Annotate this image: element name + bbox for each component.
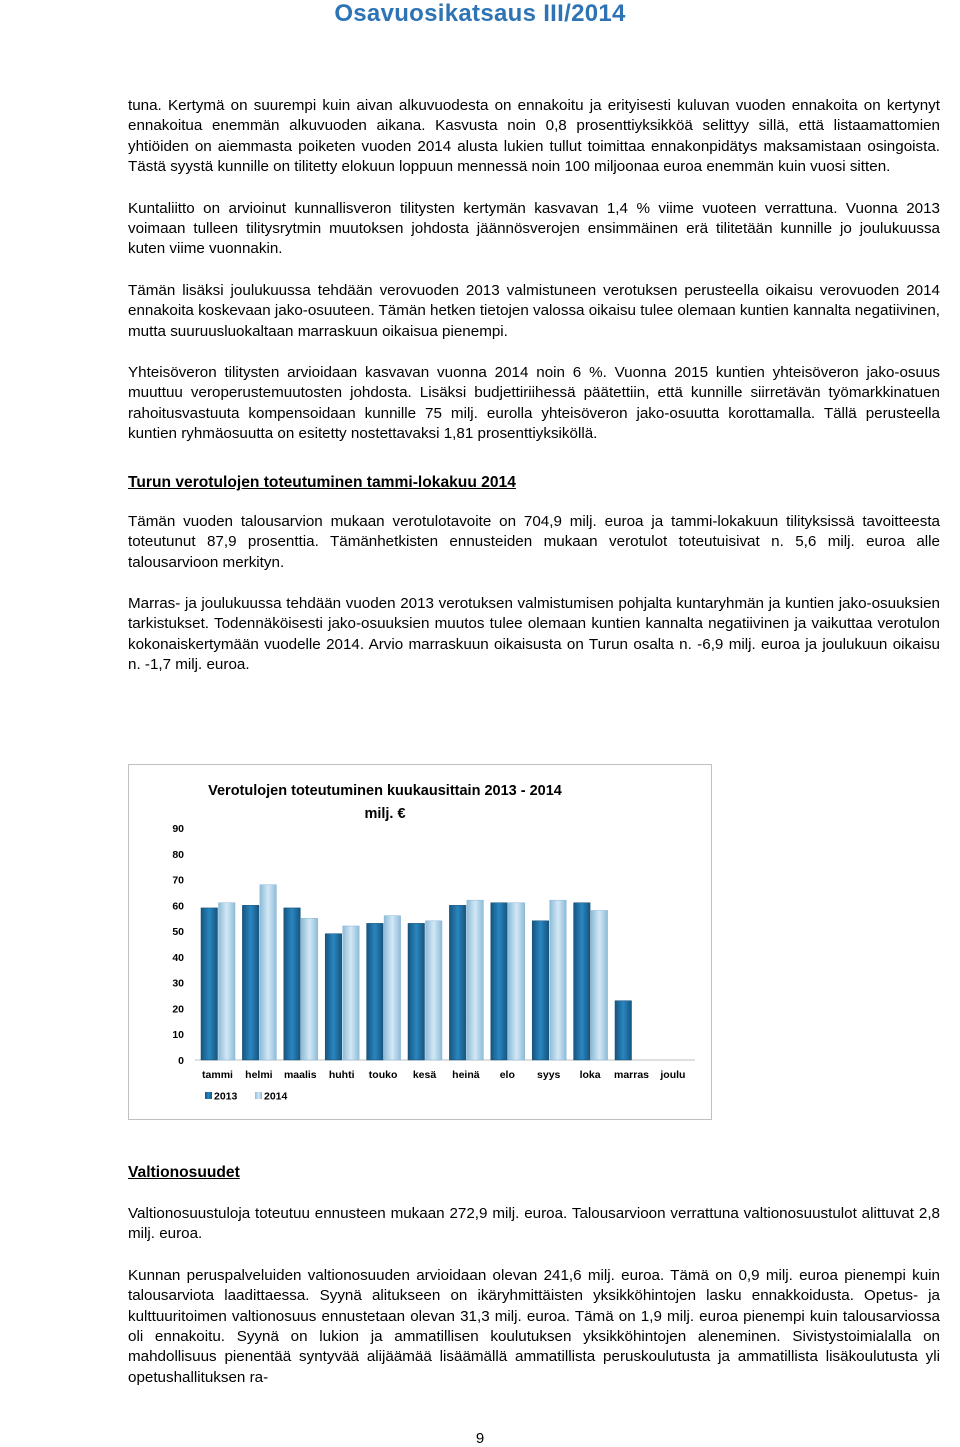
bar-2013-kesä bbox=[408, 923, 425, 1060]
bar-2014-elo bbox=[508, 903, 525, 1060]
x-axis-labels bbox=[202, 1069, 685, 1081]
bar-2014-touko bbox=[384, 916, 401, 1060]
x-tick-label: huhti bbox=[328, 1069, 355, 1081]
y-tick-label: 80 bbox=[172, 848, 184, 861]
x-tick-label: touko bbox=[368, 1069, 398, 1081]
paragraph-december-adjustment: Tämän lisäksi joulukuussa tehdään verovuoden 2013 valmistuneen verotuksen perusteella oikaisu verovuoden 2014 ennakoita koskevaan jako-osuuteen. Tämän hetken tietojen valossa oikaisu tulee olemaan kuntien kannalta negatiivinen, mutta suuruusluokaltaan marraskuun oikaisua pienempi. bbox=[128, 281, 940, 340]
bar-2014-kesä bbox=[426, 921, 443, 1060]
x-tick-label: tammi bbox=[202, 1069, 233, 1081]
legend-swatch-2014 bbox=[255, 1092, 262, 1099]
bar-2013-huhti bbox=[325, 934, 342, 1060]
bar-2014-helmi bbox=[260, 885, 277, 1060]
text-block-bottom bbox=[128, 1163, 940, 1388]
bar-2014-heinä bbox=[467, 900, 484, 1060]
legend-label-2014: 2014 bbox=[264, 1090, 288, 1103]
bar-2013-syys bbox=[532, 921, 549, 1060]
x-tick-label: syys bbox=[537, 1069, 561, 1081]
x-tick-label: heinä bbox=[452, 1069, 480, 1081]
bar-2013-maalis bbox=[284, 908, 301, 1060]
y-tick-label: 10 bbox=[172, 1029, 184, 1042]
paragraph-subsidy-income: Valtionosuustuloja toteutuu ennusteen mukaan 272,9 milj. euroa. Talousarvioon verrattuna valtionosuustulot alittuvat 2,8 milj. euroa. bbox=[128, 1205, 940, 1243]
paragraph-kuntaliitto: Kuntaliitto on arvioinut kunnallisveron tilitysten kertymän kasvavan 1,4 % viime vuoteen verrattuna. Vuonna 2013 voimaan tulleen tilitysrytmin muutoksen johdosta jäännösverojen ensimmäinen erä tilitetään kunnille jo joulukuussa kuten viime vuonnakin. bbox=[128, 199, 940, 258]
y-tick-label: 40 bbox=[172, 951, 184, 964]
x-tick-label: joulu bbox=[660, 1069, 686, 1081]
bar-2014-loka bbox=[591, 910, 608, 1060]
paragraph-basic-services-subsidy: Kunnan peruspalveluiden valtionosuuden arvioidaan olevan 241,6 milj. euroa. Tämä on 0,9 milj. euroa pienempi kuin talousarviota laadittaessa. Syynä alitukseen on ikäryhmittäisten yksikköhintojen lasku ennakkoidusta. Opetus- ja kulttuuritoimen valtionosuus ennustetaan olevan 31,3 milj. euroa. Tämä on 1,9 milj. euroa pienempi kuin talousarviossa oli ennakoitu. Syynä on lukion ja ammatillisen koulutuksen yksikköhintojen aleneminen. Sivistystoimialalla on mahdollisuus pienentää syntyvää alijäämää lisäämällä ammatillista peruskoulutusta ja ammatillista lisäkoulutusta yli opetushallituksen ra- bbox=[128, 1266, 940, 1386]
chart-svg bbox=[129, 765, 711, 1119]
page-number: 9 bbox=[475, 1430, 485, 1447]
paragraph-tax-accrual: tuna. Kertymä on suurempi kuin aivan alkuvuodesta on ennakoitu ja erityisesti kuluvan vuoden ennakoita on kertynyt ennakoitua enemmän alkuvuoden aikana. Kasvusta noin 0,8 prosenttiyksikköä selittyy sillä, että listaamattomien yhtiöiden on aiemmasta poiketen vuoden 2014 alusta lukien tullut toimittaa ennakonpidätys maksamistaan osingoista. Tästä syystä kunnille on tilitetty elokuun loppuun mennessä noin 100 miljoonaa euroa enemmän kuin vuosi sitten. bbox=[128, 97, 940, 176]
bar-2014-huhti bbox=[343, 926, 360, 1060]
bar-2013-loka bbox=[574, 903, 591, 1060]
bar-2014-maalis bbox=[301, 918, 318, 1060]
bar-2013-elo bbox=[491, 903, 508, 1060]
paragraph-share-adjustments: Marras- ja joulukuussa tehdään vuoden 2013 verotuksen valmistumisen pohjalta kuntaryhmän ja kuntien jako-osuuksien tarkistukset. Todennäköisesti jako-osuuksien muutos tulee olemaan kuntien kannalta negatiivinen ja vaikuttaa verotulon kokonaiskertymään vuodelle 2014. Arvio marraskuun oikaisusta on Turun osalta n. -6,9 milj. euroa ja joulukuun oikaisu n. -1,7 milj. euroa. bbox=[128, 594, 940, 674]
section-heading-tax-revenue: Turun verotulojen toteutuminen tammi-lokakuu 2014 bbox=[128, 473, 516, 491]
bar-2013-heinä bbox=[449, 905, 466, 1060]
bar-2014-tammi bbox=[219, 903, 236, 1060]
x-tick-label: loka bbox=[579, 1069, 601, 1081]
chart-subtitle: milj. € bbox=[364, 806, 406, 822]
chart-legend bbox=[205, 1091, 288, 1103]
bar-2013-helmi bbox=[242, 905, 259, 1060]
legend-label-2013: 2013 bbox=[214, 1090, 238, 1103]
y-tick-label: 30 bbox=[172, 977, 184, 990]
y-tick-label: 90 bbox=[172, 823, 184, 835]
x-tick-label: helmi bbox=[245, 1069, 273, 1081]
chart-title: Verotulojen toteutuminen kuukausittain 2013 - 2014 bbox=[208, 783, 562, 799]
x-tick-label: maalis bbox=[283, 1069, 317, 1081]
paragraph-tax-target: Tämän vuoden talousarvion mukaan verotulotavoite on 704,9 milj. euroa ja tammi-lokakuun tilityksissä tavoitteesta toteutunut 87,9 prosenttia. Tämänhetkisten ennusteiden mukaan verotulot toteutuisivat n. 5,6 milj. euroa alle talousarvioon merkityn. bbox=[128, 512, 940, 571]
y-tick-label: 0 bbox=[178, 1055, 184, 1067]
y-tick-label: 20 bbox=[172, 1003, 184, 1016]
document-header-title: Osavuosikatsaus III/2014 bbox=[334, 0, 626, 27]
y-tick-label: 70 bbox=[172, 874, 184, 887]
bar-2013-tammi bbox=[201, 908, 218, 1060]
monthly-tax-revenue-chart bbox=[128, 764, 712, 1120]
bar-2013-marras bbox=[615, 1001, 632, 1060]
y-tick-label: 50 bbox=[172, 926, 184, 939]
legend-swatch-2013 bbox=[205, 1092, 212, 1099]
bar-2014-syys bbox=[550, 900, 567, 1060]
y-tick-label: 60 bbox=[172, 900, 184, 913]
x-tick-label: elo bbox=[499, 1069, 515, 1081]
bar-2013-touko bbox=[367, 923, 384, 1060]
section-heading-state-subsidies: Valtionosuudet bbox=[128, 1164, 240, 1181]
text-block-top bbox=[128, 96, 940, 676]
paragraph-corporate-tax: Yhteisöveron tilitysten arvioidaan kasvavan vuonna 2014 noin 6 %. Vuonna 2015 kuntien yhteisöveron jako-osuus muuttuu veroperustemuutosten johdosta. Lisäksi budjettiriihessä päätettiin, että kunnille siirretävän työmarkkinatuen rahoitusvastuuta kompensoidaan kunnille 75 milj. eurolla yhteisöveron jako-osuutta korottamalla. Tällä perusteella kuntien ryhmäosuutta on esitetty nostettavaksi 1,81 prosenttiyksiköllä. bbox=[128, 364, 940, 443]
y-axis-ticks bbox=[172, 823, 184, 1067]
x-tick-label: kesä bbox=[412, 1069, 437, 1081]
x-tick-label: marras bbox=[613, 1069, 650, 1081]
bars-group bbox=[201, 885, 632, 1060]
